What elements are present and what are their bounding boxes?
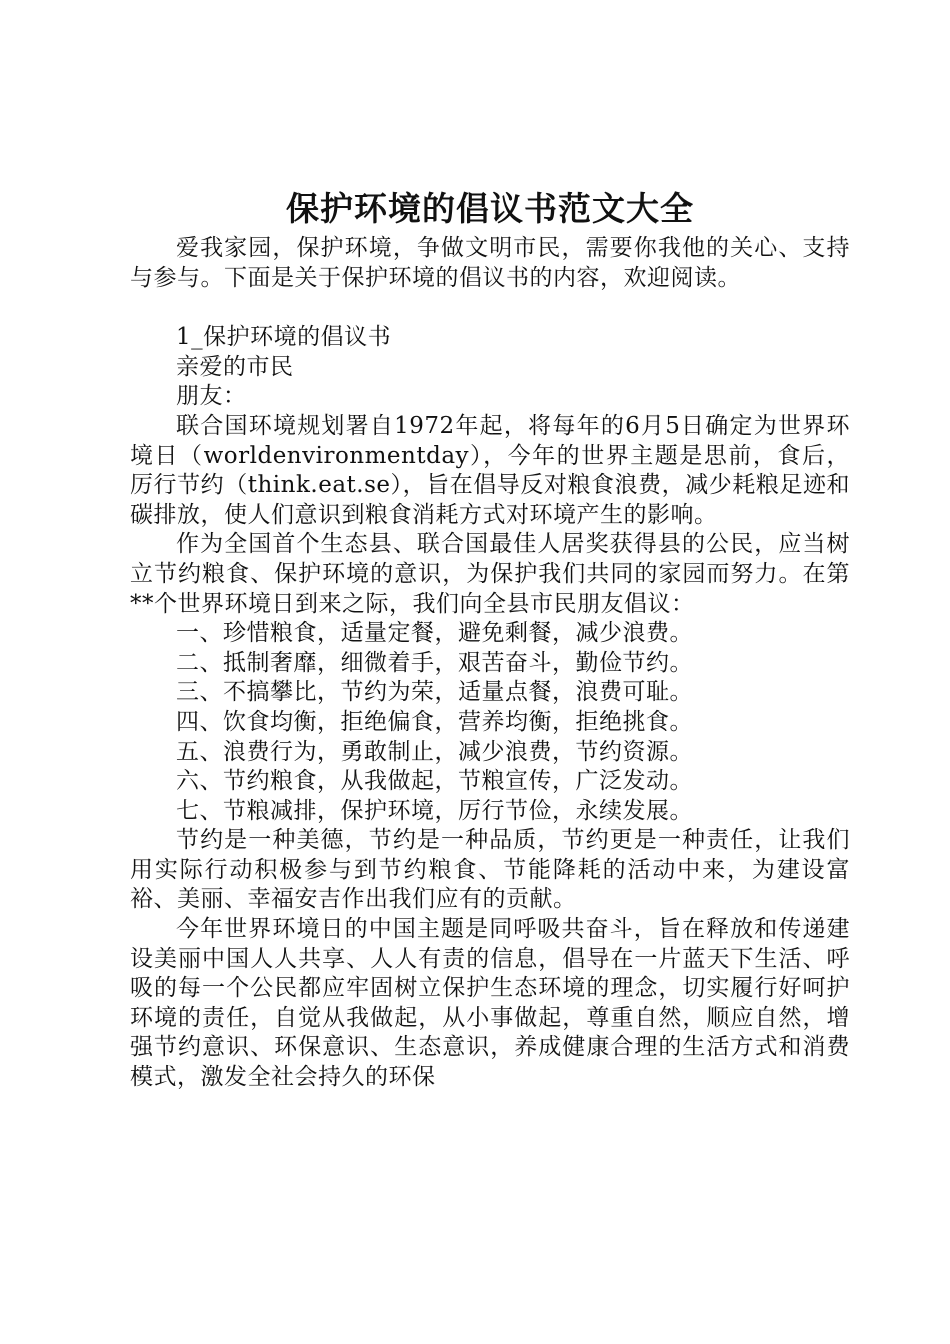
section-heading: 1_保护环境的倡议书 <box>176 324 392 351</box>
body-paragraph-2: 作为全国首个生态县、联合国最佳人居奖获得县的公民，应当树立节约粮食、保护环境的意识，为保护我们共同的家园而努力。在第**个世界环境日到来之际，我们向全县市民朋友倡议： <box>130 531 850 617</box>
proposal-item-7: 七、节粮减排，保护环境，厉行节俭，永续发展。 <box>176 797 693 824</box>
body-paragraph-4: 今年世界环境日的中国主题是同呼吸共奋斗，旨在释放和传递建设美丽中国人人共享、人人有责的信息，倡导在一片蓝天下生活、呼吸的每一个公民都应牢固树立保护生态环境的理念，切实履行好呵护环境的责任，自觉从我做起，从小事做起，尊重自然，顺应自然，增强节约意识、环保意识、生态意识，养成健康合理的生活方式和消费模式，激发全社会持久的环保 <box>130 916 850 1091</box>
proposal-item-4: 四、饮食均衡，拒绝偏食，营养均衡，拒绝挑食。 <box>176 708 693 735</box>
intro-paragraph: 爱我家园，保护环境，争做文明市民，需要你我他的关心、支持与参与。下面是关于保护环境的倡议书的内容，欢迎阅读。 <box>130 235 850 291</box>
body-paragraph-1: 联合国环境规划署自1972年起，将每年的6月5日确定为世界环境日（worldenvironmentday），今年的世界主题是思前，食后，厉行节约（think.eat.se），旨在倡导反对粮食浪费，减少耗粮足迹和碳排放，使人们意识到粮食消耗方式对环境产生的影响。 <box>130 412 850 528</box>
document-page <box>130 186 850 1093</box>
proposal-item-6: 六、节约粮食，从我做起，节粮宣传，广泛发动。 <box>176 768 693 795</box>
salutation-line-2: 朋友： <box>176 383 247 410</box>
salutation-line-1: 亲爱的市民 <box>176 353 294 380</box>
document-title: 保护环境的倡议书范文大全 <box>286 189 694 228</box>
proposal-item-2: 二、抵制奢靡，细微着手，艰苦奋斗，勤俭节约。 <box>176 649 693 676</box>
body-paragraph-3: 节约是一种美德，节约是一种品质，节约更是一种责任，让我们用实际行动积极参与到节约粮食、节能降耗的活动中来，为建设富裕、美丽、幸福安吉作出我们应有的贡献。 <box>130 827 850 913</box>
proposal-item-3: 三、不搞攀比，节约为荣，适量点餐，浪费可耻。 <box>176 679 693 706</box>
proposal-item-5: 五、浪费行为，勇敢制止，减少浪费，节约资源。 <box>176 738 693 765</box>
proposal-item-1: 一、珍惜粮食，适量定餐，避免剩餐，减少浪费。 <box>176 620 693 647</box>
paragraph-gap <box>130 293 850 323</box>
proposal-list <box>130 619 850 826</box>
